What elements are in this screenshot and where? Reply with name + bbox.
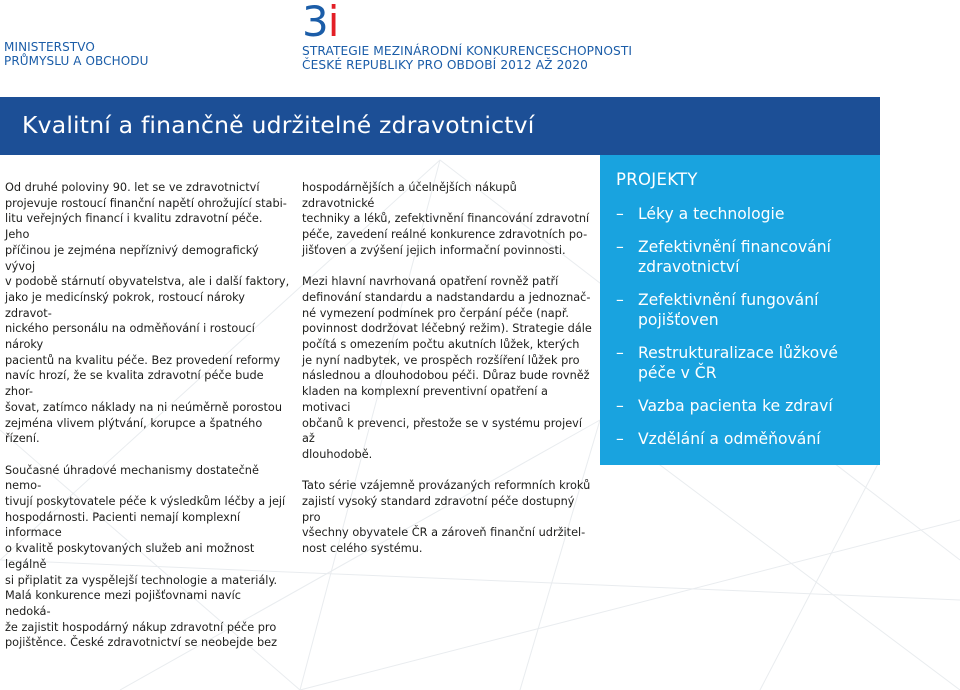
3i-logo xyxy=(302,0,632,44)
paragraph: Tato série vzájemně provázaných reformních kroků zajistí vysoký standard zdravotní péče dostupný pro všechny obyvatele ČR a zároveň finanční udržitel- nost celého systému. xyxy=(302,479,591,556)
page-title: Kvalitní a finančně udržitelné zdravotnictví xyxy=(22,111,535,139)
projects-title: PROJEKTY xyxy=(616,170,698,189)
projects-box xyxy=(600,155,880,465)
dash-bullet: – xyxy=(616,430,624,448)
project-label: Zefektivnění fungování pojišťoven xyxy=(638,291,819,329)
dash-bullet: – xyxy=(616,238,624,256)
project-item xyxy=(616,343,838,383)
title-banner xyxy=(0,97,880,155)
paragraph: Současné úhradové mechanismy dostatečně nemo- tivují poskytovatele péče k výsledkům léčby a její hospodárnosti. Pacienti nemají komplexní informace o kvalitě poskytovaných služeb ani možnost legálně si připlatit za vyspělejší technologie a materiály. Malá konkurence mezi pojišťovnami navíc nedoká- že zajistit hospodárný nákup zdravotní péče pro pojištěnce. České zdravotnictví se neobejde bez xyxy=(5,463,286,650)
projects-list xyxy=(616,204,838,462)
paragraph: hospodárnějších a účelnějších nákupů zdravotnické techniky a léků, zefektivnění financování zdravotní péče, zavedení reálné konkurence zdravotních po- jišťoven a zvýšení jejich informační povinnosti. xyxy=(302,181,590,257)
logo-letter: i xyxy=(327,0,339,46)
project-label: Zefektivnění financování zdravotnictví xyxy=(638,238,831,276)
project-item xyxy=(616,237,838,277)
ministry-name xyxy=(4,40,149,68)
dash-bullet: – xyxy=(616,344,624,362)
strategy-line-2: ČESKÉ REPUBLIKY PRO OBDOBÍ 2012 AŽ 2020 xyxy=(302,58,588,72)
project-item xyxy=(616,204,838,224)
dash-bullet: – xyxy=(616,397,624,415)
text-column-middle xyxy=(302,180,592,573)
project-label: Restrukturalizace lůžkové péče v ČR xyxy=(638,344,839,382)
logo-number: 3 xyxy=(302,0,328,46)
dash-bullet: – xyxy=(616,291,624,309)
project-label: Léky a technologie xyxy=(638,205,785,223)
project-item xyxy=(616,396,838,416)
strategy-line-1: STRATEGIE MEZINÁRODNÍ KONKURENCESCHOPNOSTI xyxy=(302,44,633,58)
project-label: Vazba pacienta ke zdraví xyxy=(638,397,833,415)
text-column-left xyxy=(5,180,290,667)
project-item xyxy=(616,290,838,330)
ministry-text: MINISTERSTVO PRŮMYSLU A OBCHODU xyxy=(4,40,149,68)
paragraph: Od druhé poloviny 90. let se ve zdravotnictví projevuje rostoucí finanční napětí ohrožující stabi- litu veřejných financí i kvalitu zdravotní péče. Jeho příčinou je zejména nepříznivý demografický vývoj v podobě stárnutí obyvatelstva, ale i další faktory, jako je medicínský pokrok, rostoucí nároky zdravot- nického personálu na odměňování i rostoucí nároky pacientů na kvalitu péče. Bez provedení reformy navíc hrozí, že se kvalita zdravotní péče bude zhor- šovat, zatímco náklady na ni neúměrně porostou zejména vlivem plýtvání, korupce a špatného řízení. xyxy=(5,181,290,446)
paragraph: Mezi hlavní navrhovaná opatření rovněž patří definování standardu a nadstandardu a jednoznač- né vymezení podmínek pro čerpání péče (např. povinnost dodržovat léčebný režim). Strategie dále počítá s omezením počtu akutních lůžek, kterých je nyní nadbytek, ve prospěch rozšíření lůžek pro následnou a dlouhodobou péči. Důraz bude rovněž kladen na komplexní preventivní opatření a motivaci občanů k prevenci, přestože se v systému projeví až dlouhodobě. xyxy=(302,275,592,461)
project-item xyxy=(616,429,838,449)
strategy-brand xyxy=(302,0,632,72)
project-label: Vzdělání a odměňování xyxy=(638,430,821,448)
dash-bullet: – xyxy=(616,205,624,223)
